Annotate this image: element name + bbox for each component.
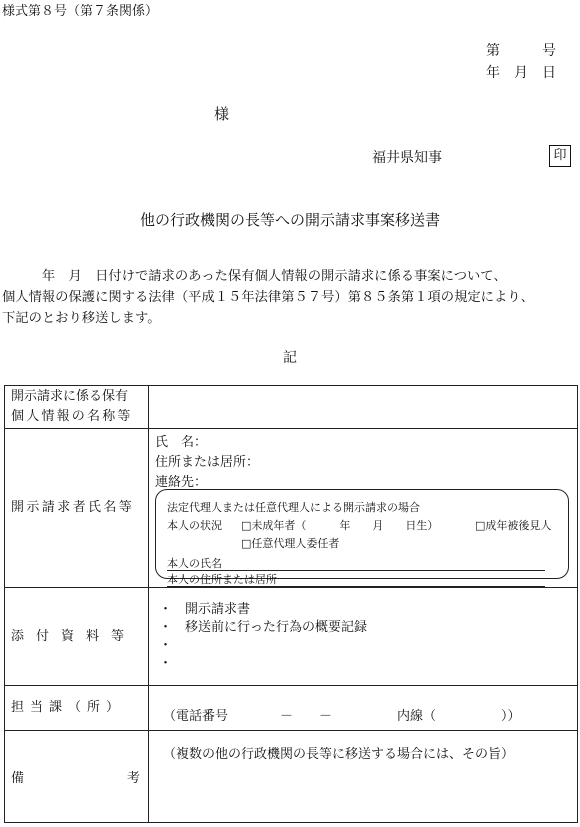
sender-name: 福井県知事 [372,150,442,166]
body-line: 年 月 日付けで請求のあった保有個人情報の開示請求に係る事案について、 [2,269,507,284]
personal-info-name-field[interactable] [149,386,578,429]
document-number-line: 第 号 [486,43,556,59]
addressee-suffix: 様 [214,105,230,123]
table-row [5,386,578,429]
attachment-item: ・ [159,638,173,653]
attachment-item: ・ 移送前に行った行為の概要記録 [159,620,368,635]
principal-address-label: 本人の住所または居所 [167,573,277,586]
attachments-field[interactable] [149,588,578,686]
adult-ward-checkbox[interactable]: □成年被後見人 [475,519,552,532]
body-line: 下記のとおり移送します。 [2,311,161,326]
requester-details-field[interactable] [149,429,578,588]
label-right: 考 [126,771,140,786]
body-line: 個人情報の保護に関する法律（平成１５年法律第５７号）第８５条第１項の規定により、 [2,290,534,305]
table-row [5,686,578,731]
principal-name-label: 本人の氏名 [167,557,222,570]
table-row [5,588,578,686]
ki-heading: 記 [283,350,297,366]
department-field[interactable] [149,686,578,731]
transfer-details-table [4,385,578,823]
row-label [5,686,149,731]
attachment-item: ・ [159,656,173,671]
proxy-delegator-checkbox[interactable]: □任意代理人委任者 [241,537,340,550]
row-label [5,429,149,588]
body-text [2,266,578,329]
label-text: 開示請求者氏名等 [11,500,135,515]
label-line: 個人情報の名称等 [11,409,133,424]
requester-address-label: 住所または居所： [155,455,260,470]
principal-address-field[interactable] [167,586,545,587]
principal-status-label: 本人の状況 [167,519,222,532]
row-label [5,731,149,823]
label-line: 開示請求に係る保有 [11,389,129,404]
row-label [5,588,149,686]
table-row [5,731,578,823]
document-title: 他の行政機関の長等への開示請求事案移送書 [139,211,440,229]
row-label [5,386,149,429]
label-left: 備 [11,771,25,786]
proxy-heading: 法定代理人または任意代理人による開示請求の場合 [167,501,420,514]
form-number: 様式第８号（第７条関係） [2,4,159,19]
remarks-note: （複数の他の行政機関の長等に移送する場合には、その旨） [163,747,515,762]
label-text: 添付資料等 [11,628,137,644]
minor-checkbox[interactable]: □未成年者（ 年 月 日生） [241,519,439,532]
attachment-item: ・ 開示請求書 [159,602,251,617]
date-line: 年 月 日 [486,65,556,81]
label-text: 担当課（所） [11,700,126,715]
table-row [5,429,578,588]
phone-line: （電話番号 － － 内線（ ）） [163,709,521,724]
remarks-field[interactable] [149,731,578,823]
seal-mark: 印 [549,145,571,167]
requester-contact-label: 連絡先： [155,475,208,490]
requester-name-label: 氏 名： [155,435,208,450]
